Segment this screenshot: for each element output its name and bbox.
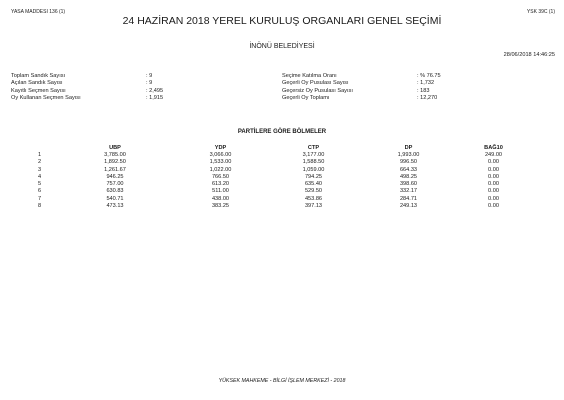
stat-label: Geçerli Oy Toplamı — [282, 95, 330, 102]
stat-row — [11, 80, 163, 87]
table-cell: 1,588.50 — [302, 159, 325, 166]
results-table — [38, 144, 530, 210]
table-cell: 766.50 — [211, 173, 230, 180]
stat-label: Kayıtlı Seçmen Sayısı — [11, 87, 66, 94]
stat-row — [11, 95, 163, 102]
table-cell: 511.00 — [212, 188, 229, 195]
row-index-cell: 4 — [38, 173, 42, 180]
stat-value: : % 76.75 — [417, 73, 441, 79]
row-index-cell: 6 — [38, 188, 42, 195]
summary-stats-left — [11, 73, 163, 103]
column-header: DP — [404, 145, 413, 151]
table-row — [38, 167, 530, 174]
stat-label: Geçersiz Oy Pusulası Sayısı — [282, 87, 353, 94]
table-cell: 613.20 — [211, 181, 230, 188]
column-header: BAĞ10 — [484, 145, 503, 151]
row-index-cell: 2 — [38, 159, 42, 166]
municipality-title: İNÖNÜ BELEDİYESİ — [249, 43, 315, 50]
table-cell: 0.00 — [488, 173, 499, 180]
stat-row — [282, 80, 441, 87]
table-cell: 529.50 — [304, 188, 323, 195]
column-header: YDP — [214, 145, 227, 151]
table-row — [38, 188, 530, 195]
table-cell: 946.25 — [106, 173, 124, 180]
stat-row — [11, 73, 163, 80]
stat-row — [11, 88, 163, 95]
stat-value: : 12,270 — [417, 95, 438, 102]
table-cell: 1,022.00 — [209, 166, 232, 173]
legal-reference-right: YSK 39C (1) — [526, 9, 555, 15]
table-cell: 1,533.00 — [209, 159, 232, 166]
stat-value: : 1,915 — [146, 95, 164, 102]
stat-label: Seçime Katılma Oranı — [282, 73, 337, 79]
table-cell: 249.00 — [484, 152, 503, 158]
table-row — [38, 152, 530, 159]
table-cell: 996.50 — [399, 159, 418, 166]
table-cell: 438.00 — [211, 195, 230, 202]
table-cell: 0.00 — [488, 159, 499, 166]
table-cell: 757.00 — [106, 181, 124, 188]
stat-label: Geçerli Oy Pusulası Sayısı — [282, 80, 349, 87]
stat-value: : 183 — [417, 87, 430, 94]
table-cell: 0.00 — [488, 195, 499, 202]
table-cell: 1,059.00 — [302, 166, 325, 173]
table-cell: 398.60 — [399, 181, 418, 188]
row-index-cell: 5 — [38, 181, 42, 188]
stat-label: Toplam Sandık Sayısı — [11, 73, 66, 79]
table-cell: 284.71 — [399, 195, 418, 202]
stat-value: : 1,732 — [417, 80, 435, 87]
table-cell: 3,785.00 — [104, 152, 126, 158]
table-cell: 794.25 — [304, 173, 323, 180]
stat-value: : 2,495 — [146, 87, 164, 94]
table-cell: 332.17 — [399, 188, 418, 195]
row-index-cell: 1 — [38, 152, 42, 158]
page-title: 24 HAZİRAN 2018 YEREL KURULUŞ ORGANLARI GENEL SEÇİMİ — [122, 15, 442, 27]
summary-stats-right — [282, 73, 441, 103]
legal-reference-left: YASA MADDESI 136 (1) — [11, 9, 66, 15]
table-cell: 1,892.50 — [104, 159, 126, 166]
table-row — [38, 181, 530, 188]
stat-value: : 9 — [146, 73, 153, 79]
table-cell: 0.00 — [488, 166, 499, 173]
stat-value: : 9 — [146, 80, 153, 87]
row-index-cell: 8 — [38, 203, 42, 210]
table-cell: 635.40 — [304, 181, 323, 188]
footer-text: YÜKSEK MAHKEME - BİLGİ İŞLEM MERKEZİ - 2018 — [218, 378, 346, 384]
table-cell: 1,993.00 — [397, 152, 420, 158]
table-cell: 1,261.67 — [104, 166, 126, 173]
table-cell: 249.13 — [399, 203, 418, 210]
stat-row — [282, 73, 441, 80]
table-cell: 397.13 — [304, 203, 323, 210]
table-row — [38, 174, 530, 181]
section-title: PARTİLERE GÖRE BÖLMELER — [237, 129, 327, 135]
table-cell: 3,066.00 — [209, 152, 232, 158]
table-cell: 453.86 — [304, 195, 323, 202]
table-row — [38, 203, 530, 210]
table-cell: 0.00 — [488, 181, 499, 188]
table-cell: 3,177.00 — [302, 152, 325, 158]
column-header: CTP — [307, 145, 320, 151]
table-cell: 498.25 — [399, 173, 418, 180]
table-cell: 0.00 — [488, 203, 499, 210]
table-cell: 664.33 — [399, 166, 418, 173]
table-cell: 630.83 — [106, 188, 124, 195]
stat-row — [282, 88, 441, 95]
table-cell: 0.00 — [488, 188, 499, 195]
stat-label: Oy Kullanan Seçmen Sayısı — [11, 95, 81, 102]
stat-row — [282, 95, 441, 102]
column-header — [38, 144, 56, 152]
column-header: UBP — [109, 145, 121, 151]
table-cell: 473.13 — [106, 203, 124, 210]
report-datetime: 28/06/2018 14:46:25 — [503, 52, 555, 58]
table-row — [38, 196, 530, 203]
stat-label: Açılan Sandık Sayısı — [11, 80, 63, 87]
row-index-cell: 7 — [38, 195, 42, 202]
row-index-cell: 3 — [38, 166, 42, 173]
table-cell: 540.71 — [106, 195, 124, 202]
table-cell: 383.25 — [211, 203, 230, 210]
table-header-row — [38, 144, 530, 152]
table-row — [38, 159, 530, 166]
